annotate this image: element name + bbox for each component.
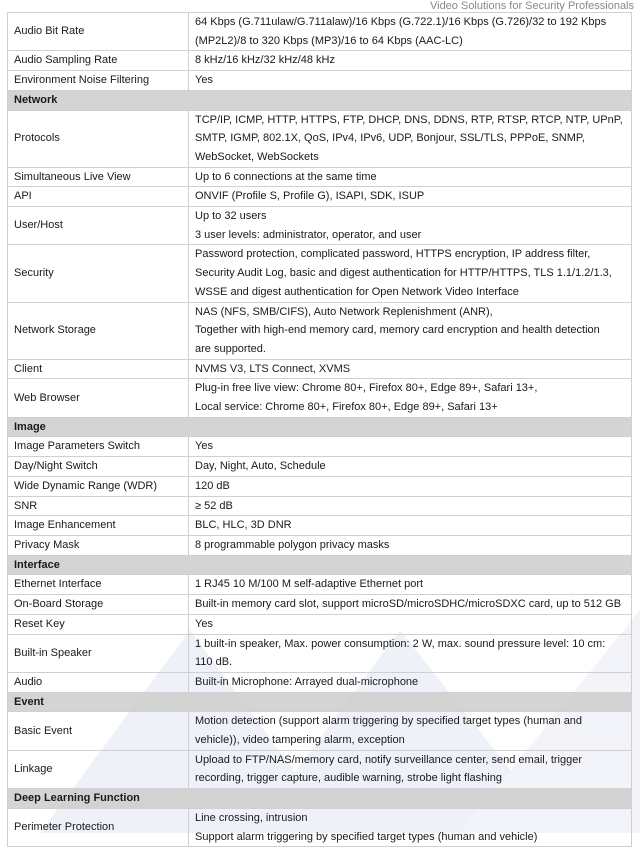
spec-value: [189, 437, 632, 457]
spec-row: [8, 71, 632, 91]
spec-label: Reset Key: [8, 614, 189, 634]
spec-row: [8, 672, 632, 692]
spec-label: Day/Night Switch: [8, 457, 189, 477]
section-title: Interface: [8, 555, 632, 575]
spec-value: [189, 672, 632, 692]
spec-row: [8, 535, 632, 555]
spec-value-line: Plug-in free live view: Chrome 80+, Firefox 80+, Edge 89+, Safari 13+,: [195, 382, 538, 395]
spec-label: Web Browser: [8, 379, 189, 417]
spec-value-line: recording, trigger capture, audible warning, strobe light flashing: [195, 772, 502, 785]
spec-row: [8, 750, 632, 788]
spec-row: [8, 614, 632, 634]
spec-label: Security: [8, 245, 189, 302]
spec-value-line: NAS (NFS, SMB/CIFS), Auto Network Replenishment (ANR),: [195, 305, 493, 318]
spec-value-line: 120 dB: [195, 479, 230, 492]
spec-label: Wide Dynamic Range (WDR): [8, 476, 189, 496]
spec-row: [8, 379, 632, 417]
spec-value-line: 3 user levels: administrator, operator, and user: [195, 228, 422, 241]
spec-value: [189, 634, 632, 672]
spec-value: [189, 516, 632, 536]
spec-row: [8, 302, 632, 359]
section-header: [8, 90, 632, 110]
section-title: Event: [8, 692, 632, 712]
spec-value-line: 8 programmable polygon privacy masks: [195, 538, 390, 551]
spec-label: Audio Sampling Rate: [8, 51, 189, 71]
spec-value: [189, 187, 632, 207]
spec-label: User/Host: [8, 207, 189, 245]
spec-label: Image Enhancement: [8, 516, 189, 536]
section-header: [8, 555, 632, 575]
spec-label: Environment Noise Filtering: [8, 71, 189, 91]
spec-label: Ethernet Interface: [8, 575, 189, 595]
spec-row: [8, 575, 632, 595]
spec-value-line: Up to 32 users: [195, 210, 267, 223]
section-title: Network: [8, 90, 632, 110]
spec-label: Linkage: [8, 750, 189, 788]
spec-row: [8, 595, 632, 615]
spec-label: SNR: [8, 496, 189, 516]
spec-value: [189, 535, 632, 555]
spec-value: [189, 71, 632, 91]
spec-value-line: Yes: [195, 74, 213, 87]
spec-value-line: Motion detection (support alarm triggering by specified target types (human and: [195, 715, 583, 728]
spec-label: Protocols: [8, 110, 189, 167]
spec-value-line: Password protection, complicated password, HTTPS encryption, IP address filter,: [195, 248, 591, 261]
spec-row: [8, 437, 632, 457]
spec-row: [8, 187, 632, 207]
spec-value-line: WSSE and digest authentication for Open Network Video Interface: [195, 285, 519, 298]
spec-row: [8, 457, 632, 477]
spec-value-line: Upload to FTP/NAS/memory card, notify surveillance center, send email, trigger: [195, 753, 582, 766]
spec-value: [189, 457, 632, 477]
spec-value-line: 1 built-in speaker, Max. power consumption: 2 W, max. sound pressure level: 10 cm:: [195, 637, 606, 650]
spec-value: [189, 750, 632, 788]
spec-value-line: Yes: [195, 617, 213, 630]
spec-row: [8, 634, 632, 672]
spec-value: [189, 496, 632, 516]
spec-value-line: Up to 6 connections at the same time: [195, 170, 377, 183]
spec-row: [8, 207, 632, 245]
spec-row: [8, 167, 632, 187]
spec-value-line: BLC, HLC, 3D DNR: [195, 519, 292, 532]
spec-value-line: SMTP, IGMP, 802.1X, QoS, IPv4, IPv6, UDP, Bonjour, SSL/TLS, PPPoE, SNMP,: [195, 132, 585, 145]
spec-label: Network Storage: [8, 302, 189, 359]
spec-value-line: Security Audit Log, basic and digest authentication for HTTP/HTTPS, TLS 1.1/1.2/1.3,: [195, 267, 612, 280]
spec-value-line: vehicle)), video tampering alarm, exception: [195, 734, 405, 747]
spec-value-line: are supported.: [195, 342, 266, 355]
spec-value-line: 8 kHz/16 kHz/32 kHz/48 kHz: [195, 54, 335, 67]
spec-label: Built-in Speaker: [8, 634, 189, 672]
spec-row: [8, 516, 632, 536]
section-title: Image: [8, 417, 632, 437]
section-title: Deep Learning Function: [8, 789, 632, 809]
spec-row: [8, 476, 632, 496]
spec-label: On-Board Storage: [8, 595, 189, 615]
spec-value-line: Built-in Microphone: Arrayed dual-microphone: [195, 675, 419, 688]
spec-value: [189, 595, 632, 615]
spec-value-line: ≥ 52 dB: [195, 499, 233, 512]
spec-value: [189, 110, 632, 167]
spec-value: [189, 476, 632, 496]
spec-value-line: TCP/IP, ICMP, HTTP, HTTPS, FTP, DHCP, DNS, DDNS, RTP, RTSP, RTCP, NTP, UPnP,: [195, 113, 623, 126]
spec-label: Image Parameters Switch: [8, 437, 189, 457]
spec-value: [189, 245, 632, 302]
spec-value: [189, 359, 632, 379]
spec-value: [189, 207, 632, 245]
spec-value-line: Yes: [195, 440, 213, 453]
spec-value: [189, 302, 632, 359]
spec-label: Basic Event: [8, 712, 189, 750]
section-header: [8, 417, 632, 437]
spec-value: [189, 712, 632, 750]
spec-value-line: Local service: Chrome 80+, Firefox 80+, Edge 89+, Safari 13+: [195, 401, 498, 414]
spec-value-line: Support alarm triggering by specified target types (human and vehicle): [195, 830, 538, 843]
brand-tagline: Video Solutions for Security Professionals: [429, 0, 634, 12]
spec-row: [8, 359, 632, 379]
spec-value-line: WebSocket, WebSockets: [195, 150, 319, 163]
spec-value: [189, 614, 632, 634]
spec-label: Audio: [8, 672, 189, 692]
spec-value-line: Day, Night, Auto, Schedule: [195, 460, 326, 473]
spec-value: [189, 379, 632, 417]
section-header: [8, 789, 632, 809]
spec-value-line: Line crossing, intrusion: [195, 811, 308, 824]
spec-label: Client: [8, 359, 189, 379]
spec-value-line: NVMS V3, LTS Connect, XVMS: [195, 362, 351, 375]
spec-row: [8, 712, 632, 750]
spec-row: [8, 496, 632, 516]
spec-row: [8, 13, 632, 51]
spec-value-line: ONVIF (Profile S, Profile G), ISAPI, SDK, ISUP: [195, 190, 425, 203]
spec-value: [189, 51, 632, 71]
spec-label: API: [8, 187, 189, 207]
spec-value: [189, 808, 632, 846]
spec-value-line: (MP2L2)/8 to 320 Kbps (MP3)/16 to 64 Kbps (AAC-LC): [195, 34, 463, 47]
spec-label: Audio Bit Rate: [8, 13, 189, 51]
spec-row: [8, 51, 632, 71]
spec-value-line: Together with high-end memory card, memory card encryption and health detection: [195, 324, 600, 337]
spec-row: [8, 110, 632, 167]
spec-value: [189, 167, 632, 187]
spec-value-line: 110 dB.: [195, 656, 233, 669]
spec-label: Perimeter Protection: [8, 808, 189, 846]
spec-value-line: Built-in memory card slot, support microSD/microSDHC/microSDXC card, up to 512 GB: [195, 598, 622, 611]
spec-table: [7, 12, 632, 847]
spec-row: [8, 245, 632, 302]
spec-value: [189, 575, 632, 595]
spec-value: [189, 13, 632, 51]
spec-row: [8, 808, 632, 846]
spec-label: Privacy Mask: [8, 535, 189, 555]
spec-value-line: 64 Kbps (G.711ulaw/G.711alaw)/16 Kbps (G.722.1)/16 Kbps (G.726)/32 to 192 Kbps: [195, 16, 607, 28]
spec-value-line: 1 RJ45 10 M/100 M self-adaptive Ethernet port: [195, 578, 424, 591]
spec-label: Simultaneous Live View: [8, 167, 189, 187]
section-header: [8, 692, 632, 712]
